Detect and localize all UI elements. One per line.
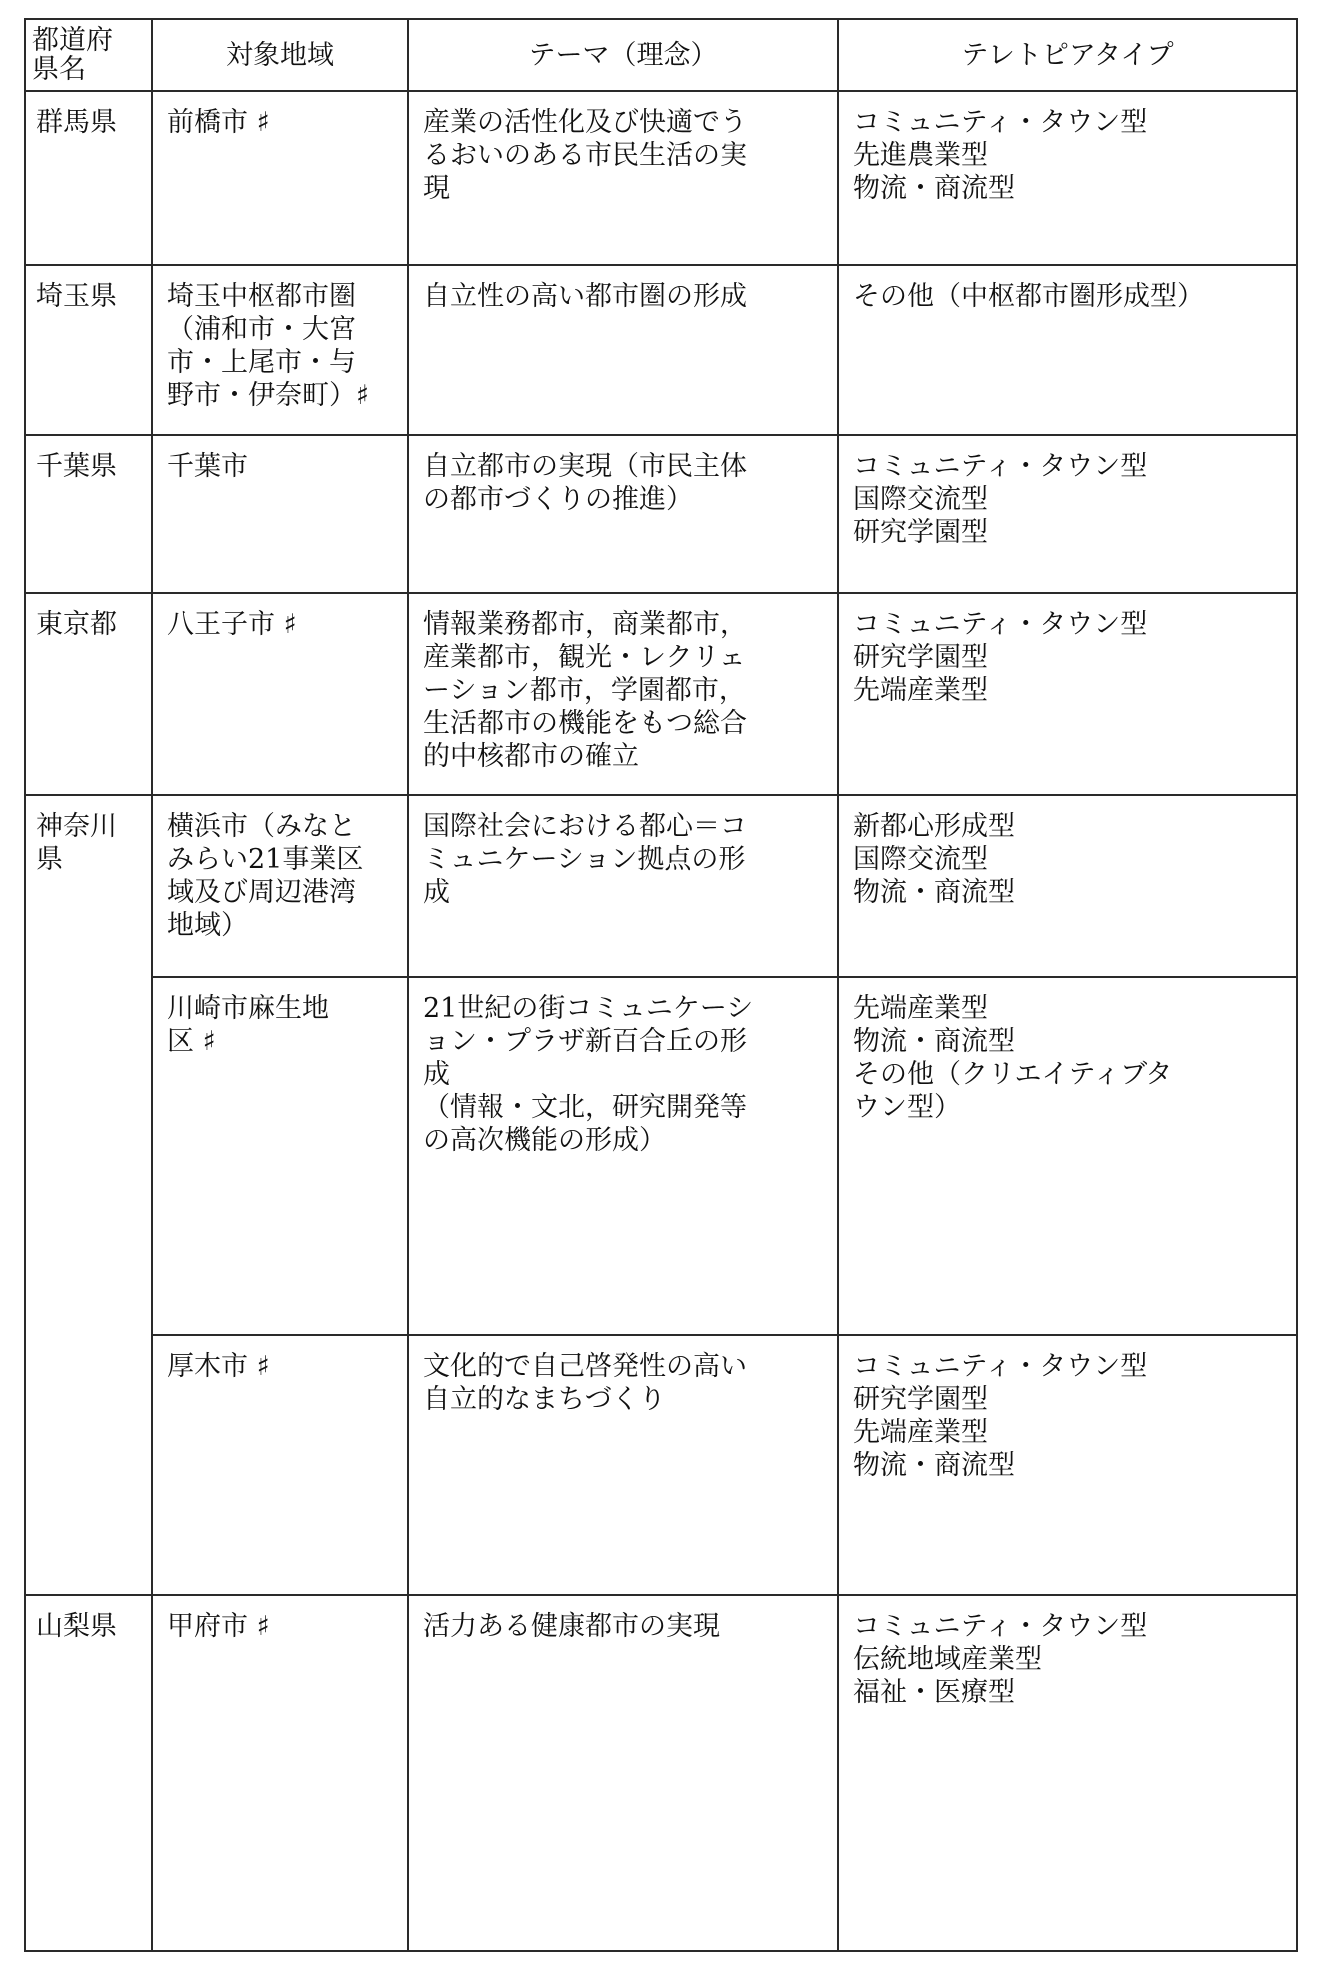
theme-cell [408, 795, 838, 977]
table-body [25, 91, 1297, 1951]
table-row [25, 265, 1297, 435]
theme-cell [408, 1595, 838, 1951]
header-type: テレトピアタイプ [838, 19, 1297, 91]
type-line: 福祉・医療型 [853, 1677, 1015, 1708]
type-line: 研究学園型 [853, 642, 988, 673]
prefecture-cell [25, 795, 152, 1595]
area-line: 地域） [167, 910, 248, 941]
theme-cell [408, 977, 838, 1335]
type-cell [838, 593, 1297, 795]
area-line: 横浜市（みなと [167, 811, 356, 842]
type-line: 先端産業型 [853, 993, 988, 1024]
area-cell [152, 1335, 408, 1595]
prefecture-name: 山梨県 [36, 1611, 117, 1642]
header-theme: テーマ（理念） [408, 19, 838, 91]
type-cell [838, 265, 1297, 435]
theme-line: 文化的で自己啓発性の高い [423, 1351, 747, 1382]
theme-line: 産業都市，観光・レクリェ [423, 642, 746, 673]
header-prefecture-line-1: 都道府 [32, 25, 113, 56]
type-line: ウン型） [853, 1092, 961, 1123]
type-line: 伝統地域産業型 [853, 1644, 1042, 1675]
area-line: （浦和市・大宮 [167, 314, 356, 345]
prefecture-name: 県 [36, 844, 63, 875]
table-row [25, 435, 1297, 593]
theme-line: 自立的なまちづくり [423, 1384, 666, 1415]
theme-line: ーション都市，学園都市， [423, 675, 746, 706]
theme-line: 自立性の高い都市圏の形成 [423, 281, 747, 312]
theme-line: 現 [423, 173, 450, 204]
table-row [25, 91, 1297, 265]
type-cell [838, 1335, 1297, 1595]
prefecture-cell [25, 1595, 152, 1951]
theme-cell [408, 91, 838, 265]
area-line: 前橋市 ♯ [167, 107, 270, 138]
theme-cell [408, 593, 838, 795]
area-line: 埼玉中枢都市圏 [167, 281, 356, 312]
prefecture-cell [25, 91, 152, 265]
theme-line: の都市づくりの推進） [423, 484, 693, 515]
type-line: 新都心形成型 [853, 811, 1015, 842]
theme-line: 成 [423, 877, 450, 908]
area-line: 川崎市麻生地 [167, 993, 329, 1024]
type-line: 先進農業型 [853, 140, 988, 171]
area-line: みらい21事業区 [167, 844, 364, 875]
theme-line: 的中核都市の確立 [423, 741, 639, 772]
theme-line: ョン・プラザ新百合丘の形 [423, 1026, 747, 1057]
area-cell [152, 1595, 408, 1951]
area-line: 区 ♯ [167, 1026, 216, 1057]
header-area: 対象地域 [152, 19, 408, 91]
theme-cell [408, 1335, 838, 1595]
type-cell [838, 977, 1297, 1335]
type-cell [838, 91, 1297, 265]
area-cell [152, 593, 408, 795]
theme-line: 21世紀の街コミュニケーシ [423, 993, 754, 1024]
area-cell [152, 265, 408, 435]
table-header [25, 19, 1297, 91]
prefecture-name: 埼玉県 [36, 281, 117, 312]
area-cell [152, 435, 408, 593]
type-line: 研究学園型 [853, 1384, 988, 1415]
type-line: コミュニティ・タウン型 [853, 107, 1148, 138]
theme-line: 成 [423, 1059, 450, 1090]
prefecture-name: 東京都 [36, 609, 117, 640]
theme-line: 自立都市の実現（市民主体 [423, 451, 747, 482]
area-line: 厚木市 ♯ [167, 1351, 270, 1382]
type-line: 先端産業型 [853, 1417, 988, 1448]
area-line: 千葉市 [167, 451, 248, 482]
theme-line: の高次機能の形成） [423, 1125, 666, 1156]
table-row [25, 593, 1297, 795]
prefecture-name: 千葉県 [36, 451, 117, 482]
area-line: 市・上尾市・与 [167, 347, 356, 378]
theme-cell [408, 265, 838, 435]
area-cell [152, 795, 408, 977]
prefecture-cell [25, 593, 152, 795]
theme-line: 国際社会における都心＝コ [423, 811, 747, 842]
prefecture-cell [25, 265, 152, 435]
table-row [25, 795, 1297, 977]
theme-line: 情報業務都市，商業都市， [423, 609, 747, 640]
document-page [24, 18, 1296, 1952]
theme-line: ミュニケーション拠点の形 [423, 844, 746, 875]
type-cell [838, 435, 1297, 593]
prefecture-cell [25, 435, 152, 593]
area-cell [152, 977, 408, 1335]
type-line: 物流・商流型 [853, 1026, 1015, 1057]
theme-line: 活力ある健康都市の実現 [423, 1611, 720, 1642]
type-line: 研究学園型 [853, 517, 988, 548]
type-line: その他（クリエイティブタ [853, 1059, 1173, 1090]
type-line: 物流・商流型 [853, 877, 1015, 908]
area-line: 野市・伊奈町）♯ [167, 380, 370, 411]
type-line: その他（中枢都市圏形成型） [853, 281, 1204, 312]
type-cell [838, 795, 1297, 977]
type-cell [838, 1595, 1297, 1951]
theme-line: （情報・文北，研究開発等 [423, 1092, 747, 1123]
area-line: 域及び周辺港湾 [167, 877, 356, 908]
theme-line: るおいのある市民生活の実 [423, 140, 747, 171]
type-line: 国際交流型 [853, 484, 988, 515]
header-prefecture [25, 19, 152, 91]
area-line: 八王子市 ♯ [167, 609, 297, 640]
theme-cell [408, 435, 838, 593]
type-line: コミュニティ・タウン型 [853, 1351, 1148, 1382]
theme-line: 生活都市の機能をもつ総合 [423, 708, 747, 739]
prefecture-name: 群馬県 [36, 107, 117, 138]
type-line: 物流・商流型 [853, 173, 1015, 204]
type-line: コミュニティ・タウン型 [853, 451, 1148, 482]
area-line: 甲府市 ♯ [167, 1611, 270, 1642]
type-line: 国際交流型 [853, 844, 988, 875]
area-cell [152, 91, 408, 265]
header-row [25, 19, 1297, 91]
teletopia-table [24, 18, 1298, 1952]
table-row [25, 1595, 1297, 1951]
prefecture-name: 神奈川 [36, 811, 117, 842]
table-row [25, 977, 1297, 1335]
table-row [25, 1335, 1297, 1595]
type-line: 物流・商流型 [853, 1450, 1015, 1481]
header-prefecture-line-2: 県名 [32, 54, 86, 85]
theme-line: 産業の活性化及び快適でう [423, 107, 747, 138]
type-line: 先端産業型 [853, 675, 988, 706]
type-line: コミュニティ・タウン型 [853, 1611, 1148, 1642]
type-line: コミュニティ・タウン型 [853, 609, 1148, 640]
